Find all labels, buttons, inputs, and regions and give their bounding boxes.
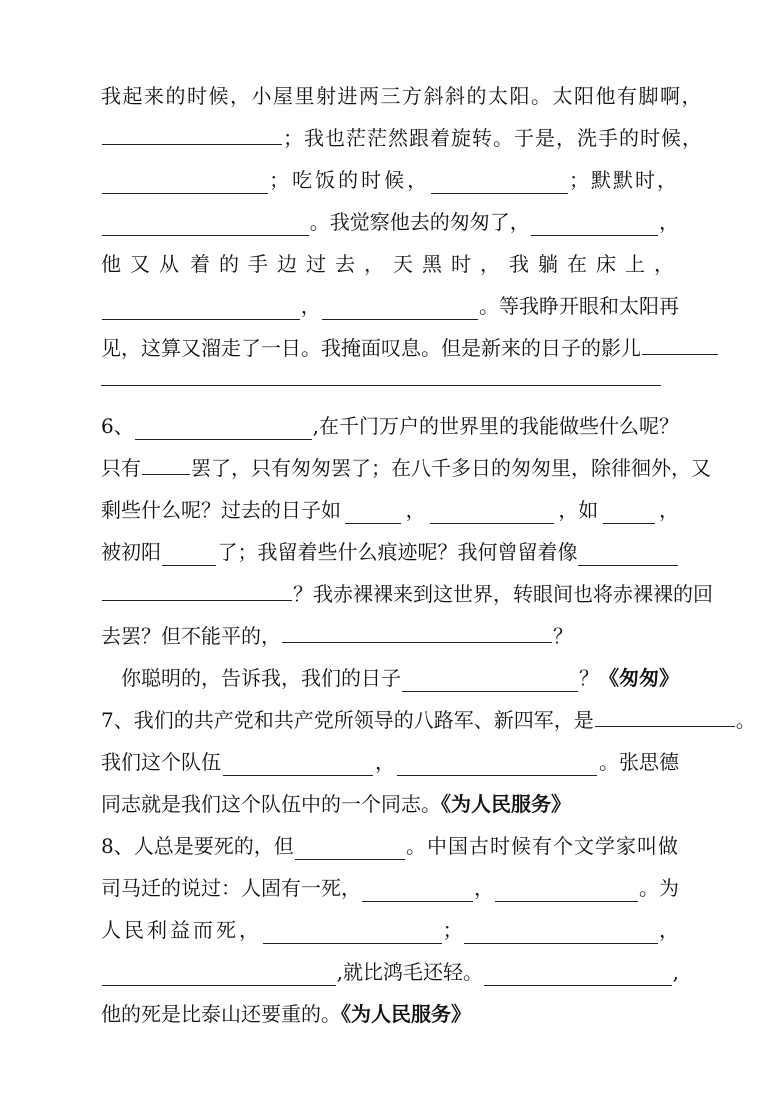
text-line [101,208,679,236]
sentence: 被初阳 [101,540,161,564]
sentence: 。 [735,708,756,732]
answer-blank[interactable] [102,299,300,320]
text-line [101,412,679,440]
sentence: ,在千门万户的世界里的我能做些什么呢？ [312,414,679,438]
sentence: ； [442,918,463,942]
sentence: 只有 [101,456,141,480]
answer-blank[interactable] [402,671,578,692]
sentence: ；默默时， [569,168,679,192]
answer-blank[interactable] [162,545,216,566]
sentence: 剩些什么呢？过去的日子如 [101,498,341,522]
answer-blank[interactable] [642,334,718,355]
sentence: 8、人总是要死的，但 [101,834,294,858]
sentence: ，如 [558,498,599,522]
sentence: 你聪明的，告诉我，我们的日子 [121,666,401,690]
answer-blank-full-line[interactable] [101,385,661,386]
sentence: ？我赤裸裸来到这世界，转眼间也将赤裸裸的回 [293,582,713,606]
answer-blank[interactable] [345,503,401,524]
sentence: 。中国古时候有个文学家叫做 [406,834,679,858]
source-title: 《匆匆》 [599,666,679,690]
text-line [101,748,679,776]
answer-blank[interactable] [142,454,190,475]
answer-blank[interactable] [295,839,405,860]
answer-blank[interactable] [595,706,735,727]
sentence: 7、我们的共产党和共产党所领导的八路军、新四军，是 [101,708,594,732]
text-line [101,916,679,944]
text-line [101,250,683,278]
answer-blank[interactable] [484,965,672,986]
text-line [101,832,679,860]
text-line [101,166,679,194]
text-line [101,580,713,608]
sentence: 。张思德 [599,750,679,774]
sentence: 人民利益而死， [101,918,262,942]
sentence: ， [405,498,426,522]
text-line [101,496,679,524]
sentence: 同志就是我们这个队伍中的一个同志。 [101,792,441,816]
sentence: ， [300,294,321,318]
answer-blank[interactable] [397,755,597,776]
answer-blank[interactable] [263,923,442,944]
answer-blank[interactable] [102,215,309,236]
sentence: ， [658,498,679,522]
text-line [101,82,703,110]
sentence: 了；我留着些什么痕迹呢？我何曾留着像 [217,540,578,564]
source-title: 《为人民服务》 [441,792,571,816]
sentence: ， [659,210,679,234]
text-line [101,538,679,566]
text-line [101,292,679,320]
sentence: 去罢？但不能平的， [101,624,281,648]
answer-blank[interactable] [495,881,638,902]
answer-blank[interactable] [531,215,658,236]
sentence: 。为 [639,876,679,900]
sentence: 着的手边过去，天黑时，我躺在床上， [190,252,683,276]
text-line [101,454,711,482]
text-line [101,334,679,362]
answer-blank[interactable] [464,923,658,944]
sentence: 他的死是比泰山还要重的。 [101,1002,341,1026]
sentence: ？ [553,624,573,648]
sentence: ， [659,918,679,942]
sentence: 我起来的时候，小屋里射进两三方斜斜的太阳。太阳他有脚啊， [101,84,703,108]
answer-blank[interactable] [102,173,268,194]
source-title: 《为人民服务》 [341,1002,471,1026]
text-line [101,874,679,902]
text-line [101,706,756,734]
sentence: ， [474,876,494,900]
answer-blank[interactable] [102,580,292,601]
text-line [121,664,679,692]
sentence: ；吃饭的时候， [269,168,431,192]
sentence: 罢了，只有匆匆罢了；在八千多日的匆匆里，除徘徊外，又 [191,456,711,480]
text-line [101,958,679,986]
sentence: 见，这算又溜走了一日。我掩面叹息。但是新来的日子的影儿 [101,336,641,360]
answer-blank[interactable] [430,503,554,524]
answer-blank[interactable] [282,622,552,643]
sentence: , [672,960,679,984]
answer-blank[interactable] [102,124,282,145]
answer-blank[interactable] [322,299,478,320]
sentence: ， [375,750,395,774]
answer-blank[interactable] [578,545,678,566]
sentence: 。我觉察他去的匆匆了， [309,210,530,234]
answer-blank[interactable] [135,419,312,440]
answer-blank[interactable] [431,173,568,194]
sentence: 他又从 [101,252,188,276]
sentence: 。等我睁开眼和太阳再 [479,294,679,318]
sentence: ；我也茫茫然跟着旋转。于是，洗手的时候， [283,126,703,150]
answer-blank[interactable] [362,881,473,902]
answer-blank[interactable] [102,965,336,986]
sentence: ,就比鸿毛还轻。 [336,960,483,984]
text-line [101,1000,679,1028]
text-line [101,622,679,650]
sentence: ？ [579,666,599,690]
answer-blank[interactable] [603,503,655,524]
question-number: 6、 [101,414,134,438]
text-line [101,124,703,152]
sentence: 我们这个队伍 [101,750,221,774]
answer-blank[interactable] [223,755,373,776]
sentence: 司马迁的说过：人固有一死， [101,876,361,900]
text-line [101,790,679,818]
